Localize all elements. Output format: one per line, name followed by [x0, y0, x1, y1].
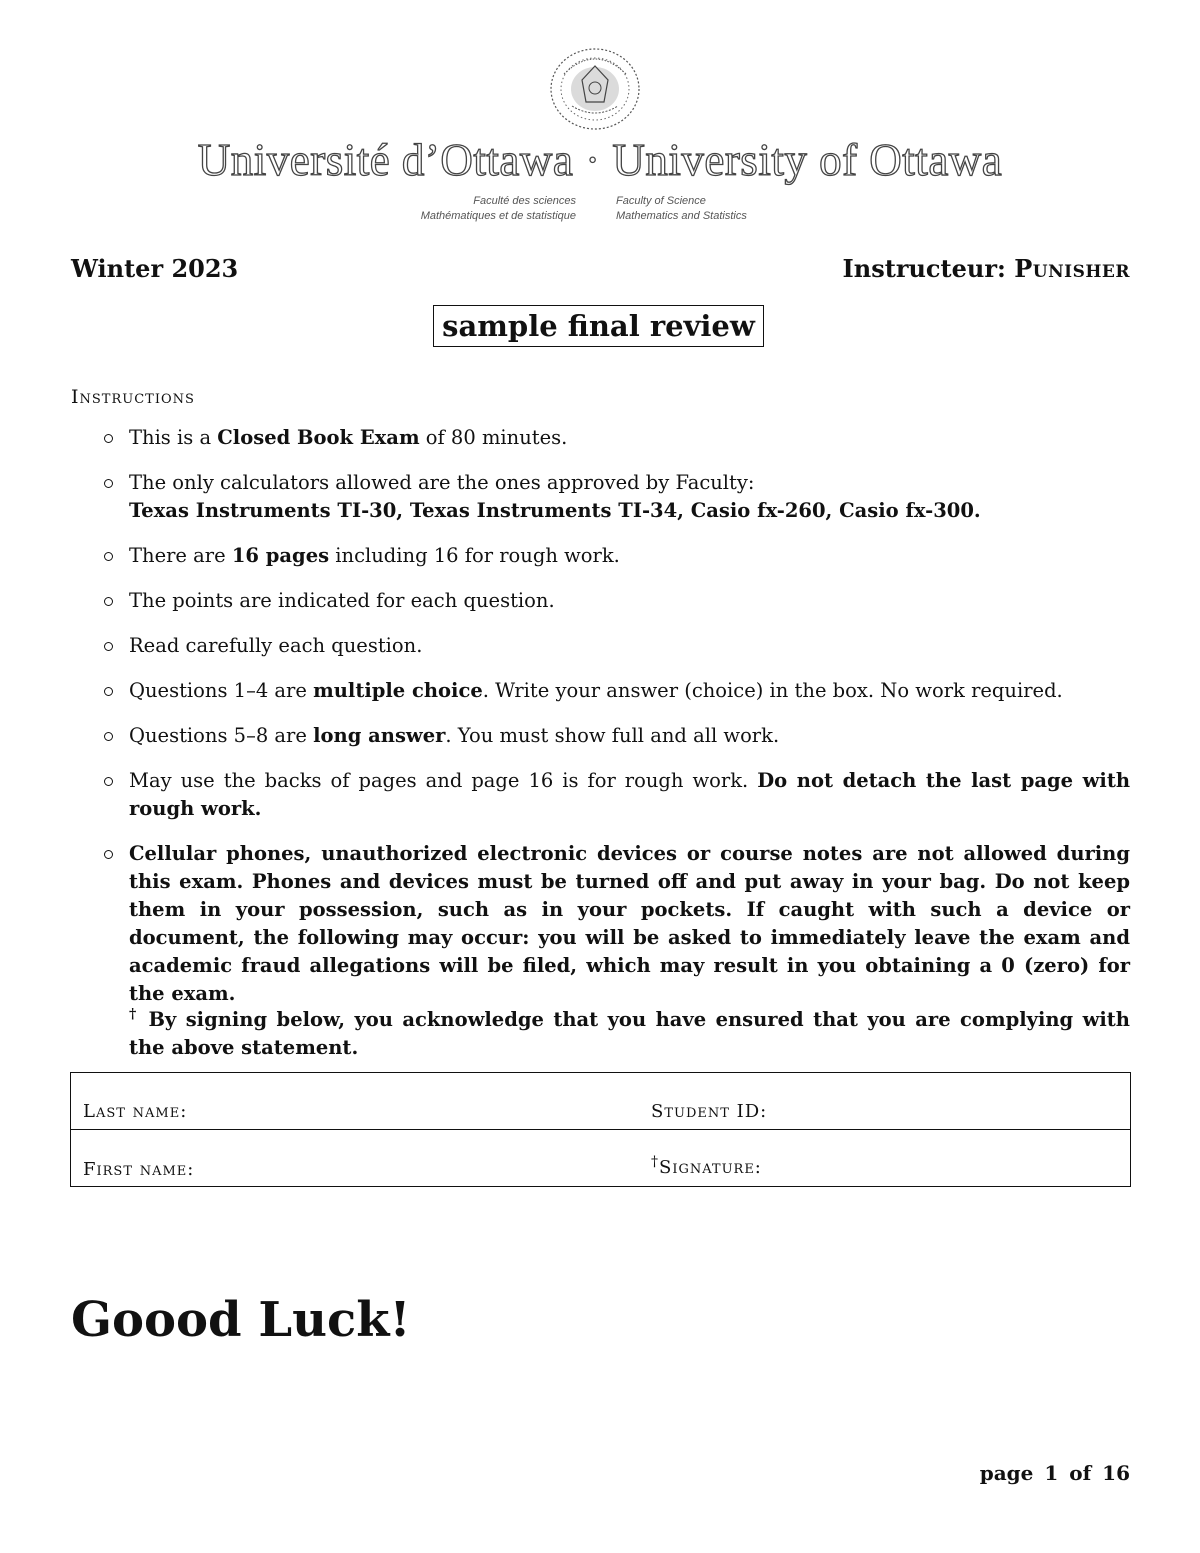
exam-title: sample final review: [433, 305, 764, 347]
form-divider: [71, 1129, 1130, 1130]
faculty-fr-line1: Faculté des sciences: [473, 195, 576, 207]
dagger-mark: †: [651, 1154, 659, 1170]
faculty-english: [616, 194, 876, 224]
last-name-field[interactable]: Last name:: [83, 1101, 188, 1122]
bullet-icon: [104, 479, 113, 488]
bullet-icon: [104, 850, 113, 859]
bullet-icon: [104, 777, 113, 786]
bullet-icon: [104, 642, 113, 651]
dagger-mark: †: [129, 1006, 139, 1023]
instructions-heading: Instructions: [71, 386, 195, 408]
university-name: Université d’Ottawa · University of Ottawa: [197, 135, 1003, 185]
student-id-field[interactable]: Student ID:: [651, 1101, 768, 1122]
list-item: This is a Closed Book Exam of 80 minutes.: [0, 424, 1200, 452]
bullet-icon: [104, 434, 113, 443]
list-item: Questions 1–4 are multiple choice. Write your answer (choice) in the box. No work required.: [0, 677, 1200, 705]
faculty-fr-line2: Mathématiques et de statistique: [420, 210, 576, 222]
instructor-label: Instructeur:: [842, 254, 1006, 283]
first-name-field[interactable]: First name:: [83, 1159, 195, 1180]
bullet-icon: [104, 687, 113, 696]
list-item: Read carefully each question.: [0, 632, 1200, 660]
university-seal-icon: [542, 44, 648, 134]
list-item: Questions 5–8 are long answer. You must show full and all work.: [0, 722, 1200, 750]
list-item: Cellular phones, unauthorized electronic devices or course notes are not allowed during this exam. Phones and devices must be turned off and put away in your bag. Do not keep them in your possession, such as in your pockets. If caught with such a device or document, the following may occur: you will be asked to immediately leave the exam and academic fraud allegations will be filed, which may result in you obtaining a 0 (zero) for the exam.: [0, 840, 1200, 1008]
exam-term: Winter 2023: [71, 254, 239, 283]
list-item: The only calculators allowed are the ones approved by Faculty: Texas Instruments TI-30, Texas Instruments TI-34, Casio fx-260, Casio fx-300.: [0, 469, 1200, 525]
acknowledgement: † By signing below, you acknowledge that you have ensured that you are complying with the above statement.: [129, 1006, 1130, 1059]
bullet-icon: [104, 552, 113, 561]
signature-field[interactable]: †Signature:: [651, 1154, 762, 1178]
page-number: page 1 of 16: [979, 1461, 1130, 1485]
faculty-en-line2: Mathematics and Statistics: [616, 210, 747, 222]
faculty-french: [340, 194, 576, 224]
faculty-en-line1: Faculty of Science: [616, 195, 706, 207]
closing-message: Goood Luck!: [71, 1292, 411, 1348]
list-item: There are 16 pages including 16 for rough work.: [0, 542, 1200, 570]
bullet-icon: [104, 597, 113, 606]
instructor-name: Punisher: [1014, 254, 1130, 283]
student-info-form: [70, 1072, 1131, 1187]
list-item: The points are indicated for each question.: [0, 587, 1200, 615]
list-item: May use the backs of pages and page 16 is for rough work. Do not detach the last page with rough work.: [0, 767, 1200, 823]
instructor: [843, 254, 1130, 283]
instructions-list: [0, 424, 1200, 1025]
bullet-icon: [104, 732, 113, 741]
